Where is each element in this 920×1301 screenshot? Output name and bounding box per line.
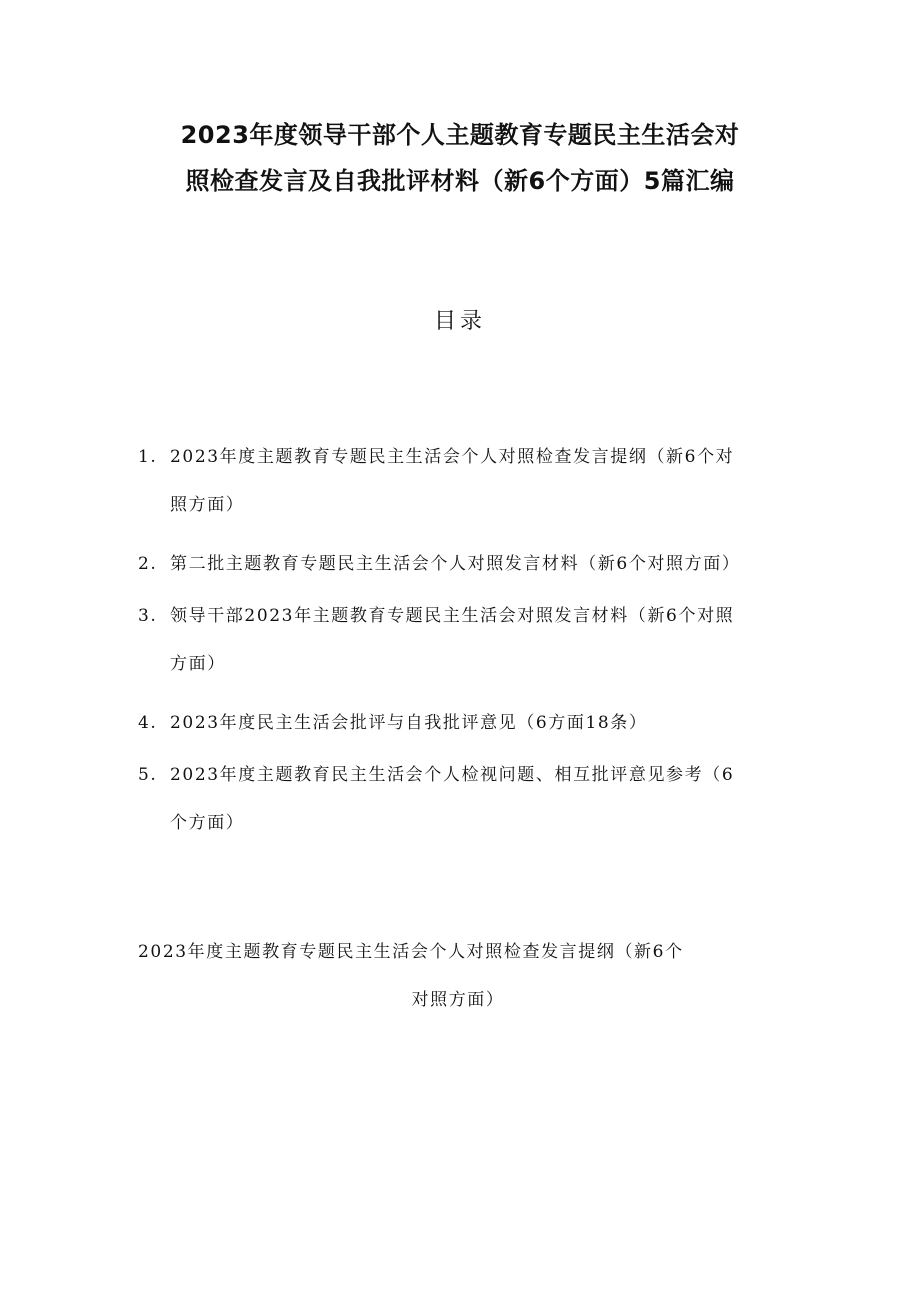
section-title-line-2: 对照方面）	[411, 990, 505, 1010]
toc-item-1[interactable]	[138, 440, 798, 529]
section-title-line-1: 2023年度主题教育专题民主生活会个人对照检查发言提纲（新6个	[138, 942, 684, 962]
table-of-contents	[138, 440, 798, 865]
toc-item-text: 第二批主题教育专题民主生活会个人对照发言材料（新6个对照方面）	[170, 554, 741, 574]
toc-item-5[interactable]	[138, 758, 798, 847]
toc-item-text: 2023年度主题教育专题民主生活会个人对照检查发言提纲（新6个对	[170, 447, 735, 467]
toc-item-4[interactable]	[138, 706, 798, 740]
section-title	[138, 928, 798, 1024]
toc-heading: 目录	[433, 309, 486, 334]
toc-item-text-continued: 照方面）	[170, 495, 245, 515]
title-line-1: 2023年度领导干部个人主题教育专题民主生活会对	[180, 121, 740, 149]
toc-item-text-continued: 个方面）	[170, 813, 245, 833]
title-line-2: 照检查发言及自我批评材料（新6个方面）5篇汇编	[185, 167, 735, 195]
toc-item-3[interactable]	[138, 599, 798, 688]
toc-item-number: 5.	[138, 765, 158, 785]
toc-item-text: 2023年度主题教育民主生活会个人检视问题、相互批评意见参考（6	[170, 765, 735, 785]
toc-item-number: 3.	[138, 606, 158, 626]
toc-item-text-continued: 方面）	[170, 654, 226, 674]
document-title	[100, 112, 820, 204]
toc-item-text: 领导干部2023年主题教育专题民主生活会对照发言材料（新6个对照	[170, 606, 735, 626]
toc-item-text: 2023年度民主生活会批评与自我批评意见（6方面18条）	[170, 713, 648, 733]
toc-item-number: 1.	[138, 447, 158, 467]
toc-item-number: 2.	[138, 554, 158, 574]
toc-item-number: 4.	[138, 713, 158, 733]
toc-item-2[interactable]	[138, 547, 798, 581]
